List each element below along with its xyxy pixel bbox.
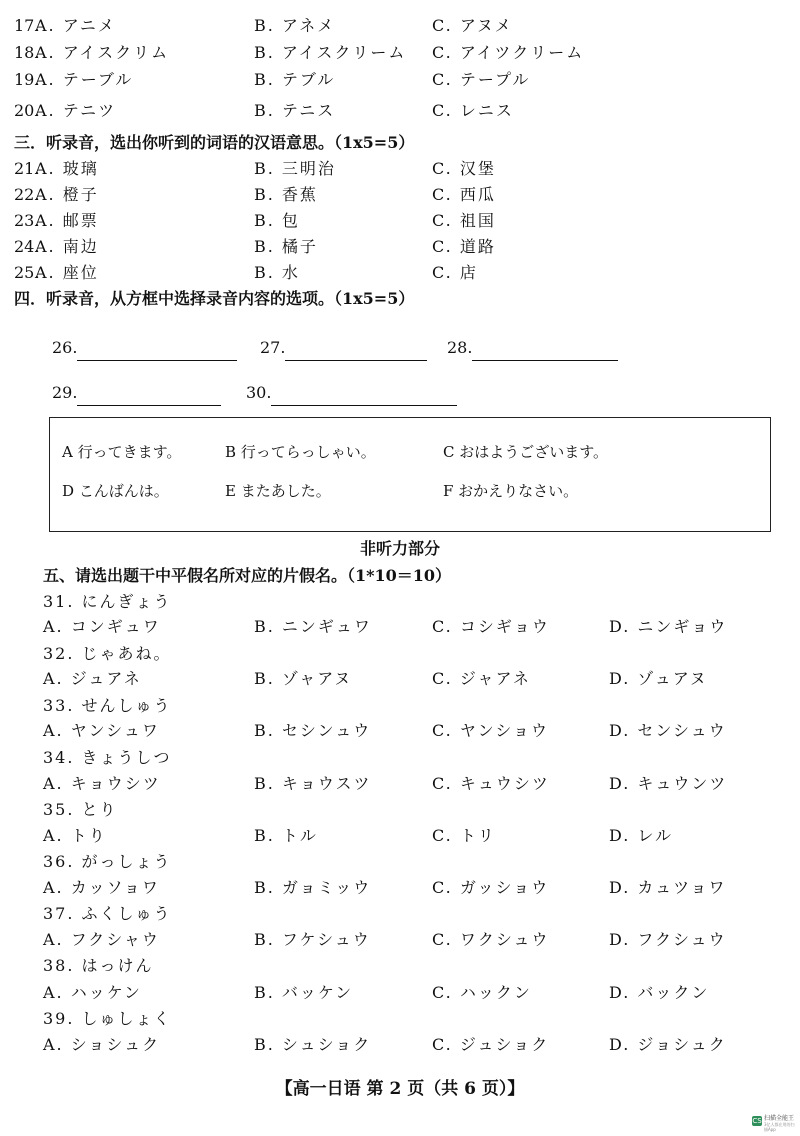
watermark-title: 扫描全能王 [764,1115,795,1122]
option-b: B. ニンギュワ [254,617,372,636]
option-c: C. コシギョウ [432,617,550,636]
question-24 [0,234,800,260]
option-c: C. アヌメ [432,16,513,35]
option-c: C. アイツクリーム [432,43,585,62]
section-5-title: 五、请选出题干中平假名所对应的片假名。（1*10＝10） [43,566,452,585]
answer-blank-30[interactable] [246,380,457,406]
option-a: A. テーブル [35,70,134,89]
blank-number: 28. [447,338,473,357]
question-36-options [0,875,800,901]
option-a: A. キョウシツ [43,774,161,793]
question-17 [0,13,800,39]
question-38-stem [0,953,800,979]
option-a: A. トり [43,826,107,845]
option-a: A. 南边 [35,237,99,256]
option-c: C. 汉堡 [432,159,496,178]
option-d: D. センシュウ [609,721,727,740]
option-b: B. 包 [254,211,300,230]
question-number: 19. [14,70,40,89]
option-a: A. 橙子 [35,185,99,204]
options-box [49,417,771,532]
question-stem: 38. はっけん [43,956,154,975]
question-18 [0,40,800,66]
blank-number: 27. [260,338,286,357]
question-33-stem [0,693,800,719]
option-a: A. 邮票 [35,211,99,230]
option-c: C. トリ [432,826,496,845]
question-25 [0,260,800,286]
question-35-stem [0,797,800,823]
section-3-title: 三．听录音，选出你听到的词语的汉语意思。（1x5=5） [14,133,415,152]
option-b: B. ゾャアヌ [254,669,353,688]
option-b: B. シュショク [254,1035,372,1054]
option-a: A. カッソョワ [43,878,160,897]
question-20 [0,98,800,124]
option-b: B. アネメ [254,16,336,35]
option-b: B. 三明治 [254,159,336,178]
question-38-options [0,980,800,1006]
option-a: A. ジュアネ [43,669,142,688]
section-4-title: 四．听录音，从方框中选择录音内容的选项。（1x5=5） [14,289,415,308]
question-stem: 31. にんぎょう [43,592,172,611]
question-23 [0,208,800,234]
option-a: A. 座位 [35,263,99,282]
question-34-options [0,771,800,797]
option-b: B. ガョミッウ [254,878,372,897]
box-option-f: F おかえりなさい。 [443,482,579,500]
answer-blank-27[interactable] [260,335,427,361]
option-c: C. ガッショウ [432,878,550,897]
option-a: A. ハッケン [43,983,142,1002]
question-stem: 39. しゅしょく [43,1009,172,1028]
question-number: 18. [14,43,40,62]
option-d: D. ジョシュク [609,1035,727,1054]
option-c: C. ジュショク [432,1035,550,1054]
question-number: 22. [14,185,40,204]
option-c: C. ヤンショウ [432,721,549,740]
answer-blank-28[interactable] [447,335,618,361]
blank-rule [285,340,427,361]
question-stem: 32. じゃあね。 [43,644,172,663]
option-a: A. テニツ [35,101,117,120]
option-c: C. テープル [432,70,531,89]
question-39-options [0,1032,800,1058]
box-option-a: A 行ってきます。 [62,443,182,461]
option-b: B. テブル [254,70,336,89]
watermark-subtitle: 3亿人都在用的扫描App [764,1122,795,1132]
blank-rule [77,385,221,406]
option-b: B. トル [254,826,318,845]
question-22 [0,182,800,208]
blank-number: 30. [246,383,272,402]
option-d: D. レル [609,826,674,845]
question-39-stem [0,1006,800,1032]
question-37-options [0,927,800,953]
option-a: A. 玻璃 [35,159,99,178]
option-d: D. カュツョワ [609,878,727,897]
box-option-b: B 行ってらっしゃい。 [225,443,376,461]
blank-number: 29. [52,383,78,402]
option-d: D. ニンギョウ [609,617,728,636]
cs-icon: CS [752,1117,762,1125]
option-b: B. アイスクリーム [254,43,407,62]
option-a: A. コンギュワ [43,617,161,636]
option-b: B. キョウスツ [254,774,372,793]
box-option-c: C おはようございます。 [443,443,609,461]
option-d: D. ゾュアヌ [609,669,708,688]
question-21 [0,156,800,182]
option-b: B. セシンュウ [254,721,372,740]
option-c: C. キュウシツ [432,774,550,793]
box-option-e: E またあした。 [225,482,331,500]
option-b: B. 橘子 [254,237,318,256]
box-option-d: D こんばんは。 [62,482,169,500]
question-stem: 36. がっしょう [43,852,172,871]
option-b: B. テニス [254,101,336,120]
option-d: D. バックン [609,983,710,1002]
option-b: B. バッケン [254,983,354,1002]
option-b: B. 香蕉 [254,185,318,204]
question-stem: 35. とり [43,800,118,819]
blank-rule [472,340,618,361]
option-c: C. レニス [432,101,514,120]
option-a: A. アニメ [35,16,116,35]
option-a: A. ヤンシュワ [43,721,160,740]
option-c: C. ハックン [432,983,532,1002]
question-36-stem [0,849,800,875]
question-number: 21. [14,159,40,178]
question-32-stem [0,641,800,667]
question-number: 17. [14,16,40,35]
option-c: C. 道路 [432,237,496,256]
answer-blank-26[interactable] [52,335,237,361]
question-stem: 34. きょうしつ [43,748,172,767]
question-34-stem [0,745,800,771]
page-footer: 【高一日语 第 2 页（共 6 页）】 [275,1079,525,1099]
question-stem: 37. ふくしゅう [43,904,172,923]
option-c: C. 祖国 [432,211,496,230]
blank-rule [271,385,457,406]
answer-blank-29[interactable] [52,380,221,406]
blank-number: 26. [52,338,78,357]
question-19 [0,67,800,93]
option-c: C. 店 [432,263,478,282]
question-32-options [0,666,800,692]
question-stem: 33. せんしゅう [43,696,172,715]
option-a: A. ショシュク [43,1035,161,1054]
question-number: 24. [14,237,40,256]
option-c: C. ワクシュウ [432,930,550,949]
option-d: D. フクシュウ [609,930,727,949]
question-37-stem [0,901,800,927]
question-number: 20. [14,101,40,120]
question-33-options [0,718,800,744]
question-31-options [0,614,800,640]
blank-rule [77,340,237,361]
option-b: B. 水 [254,263,300,282]
option-a: A. フクシャウ [43,930,160,949]
part-title: 非听力部分 [359,539,440,558]
option-c: C. 西瓜 [432,185,496,204]
option-d: D. キュウンツ [609,774,728,793]
question-number: 25. [14,263,40,282]
option-c: C. ジャアネ [432,669,531,688]
scanner-watermark [752,1114,796,1130]
option-b: B. フケシュウ [254,930,371,949]
question-number: 23. [14,211,40,230]
question-31-stem [0,589,800,615]
option-a: A. アイスクリム [35,43,170,62]
question-35-options [0,823,800,849]
